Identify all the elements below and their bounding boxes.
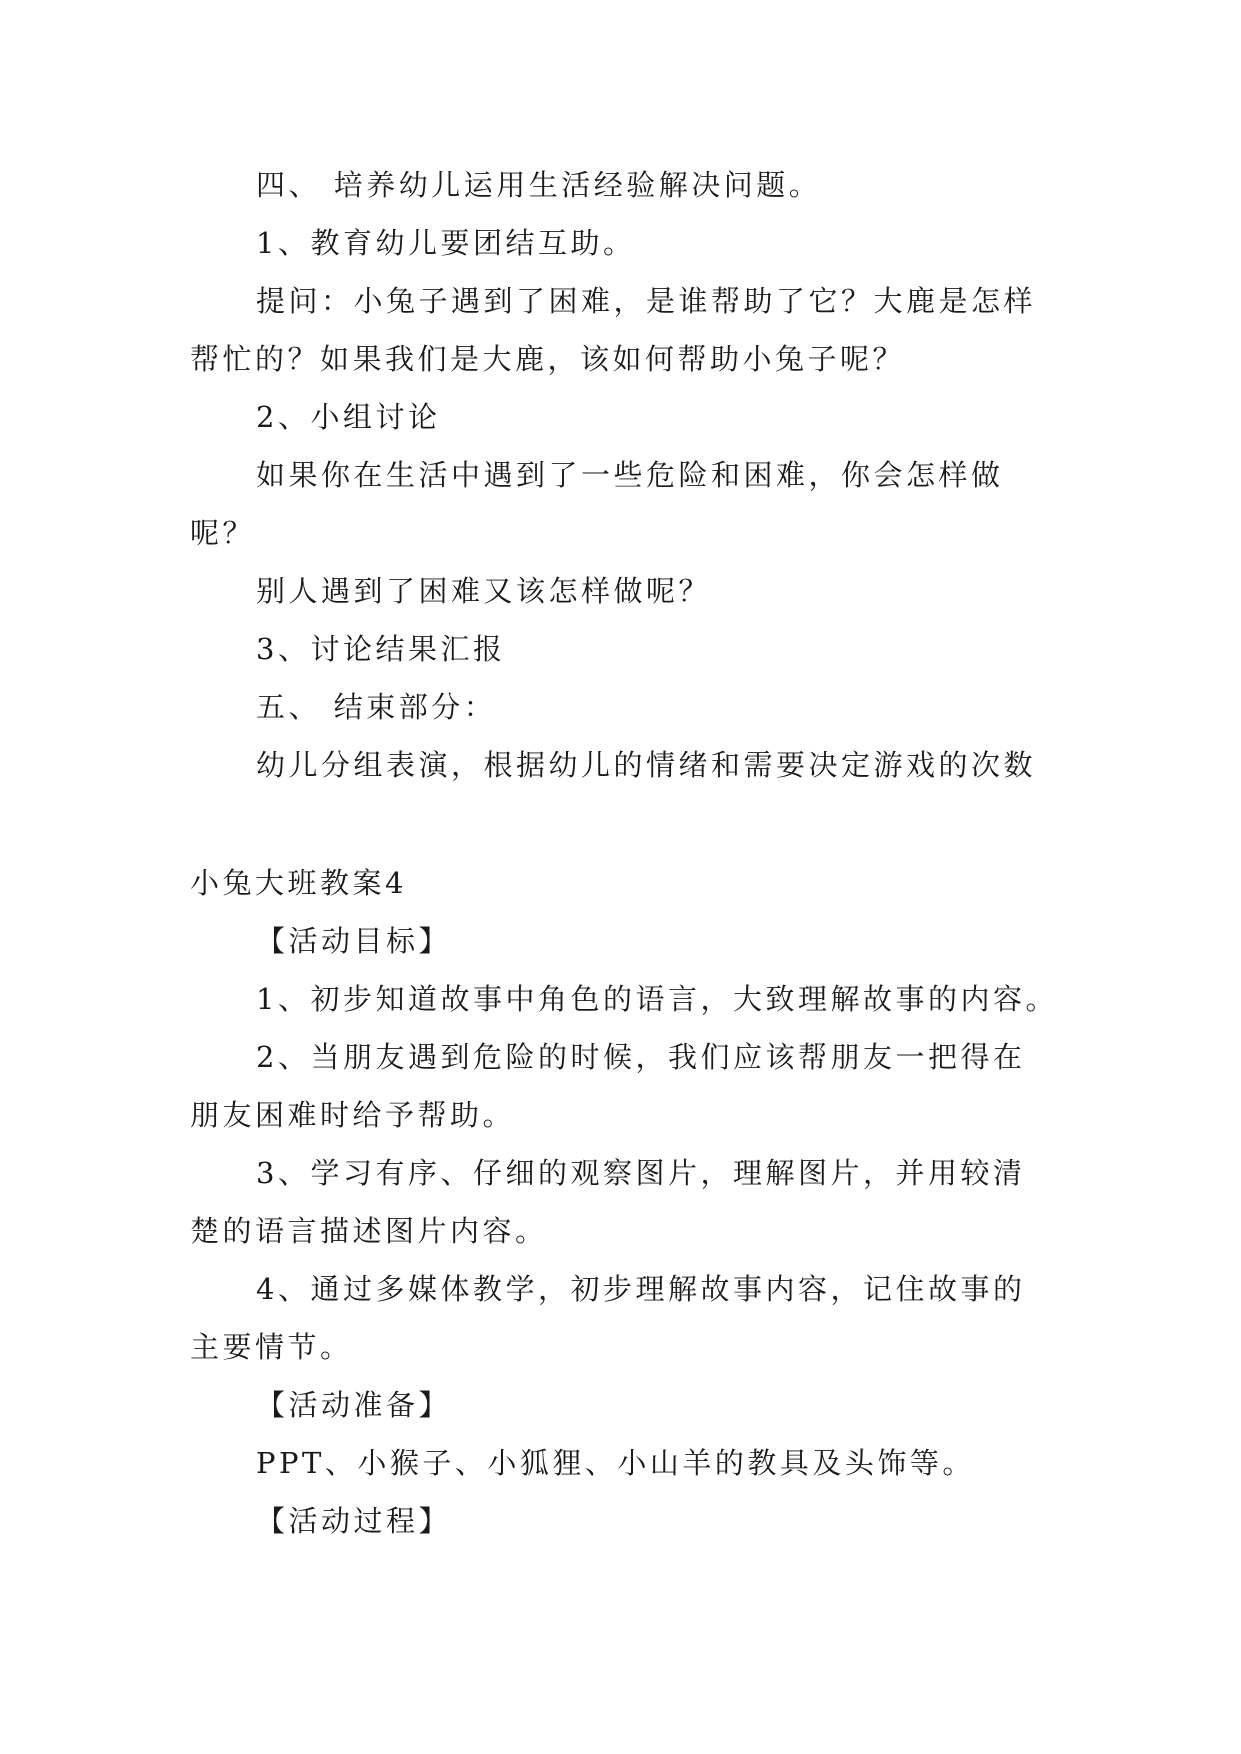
paragraph-line: 主要情节。: [190, 1330, 353, 1364]
lesson-title: 小兔大班教案4: [190, 866, 407, 900]
paragraph-line: 楚的语言描述图片内容。: [190, 1214, 548, 1248]
list-item: 2、当朋友遇到危险的时候，我们应该帮朋友一把得在: [256, 1040, 1026, 1074]
list-item: 3、讨论结果汇报: [256, 632, 506, 666]
paragraph-line: 如果你在生活中遇到了一些危险和困难，你会怎样做: [256, 458, 1004, 492]
paragraph-line: 朋友困难时给予帮助。: [190, 1098, 516, 1132]
list-item: 1、初步知道故事中角色的语言，大致理解故事的内容。: [256, 982, 1058, 1016]
section-heading-process: 【活动过程】: [256, 1504, 452, 1538]
paragraph-line: PPT、小猴子、小狐狸、小山羊的教具及头饰等。: [256, 1446, 975, 1480]
paragraph-line: 提问：小兔子遇到了困难，是谁帮助了它？大鹿是怎样: [256, 284, 1037, 318]
section-heading-objectives: 【活动目标】: [256, 924, 452, 958]
list-item: 2、小组讨论: [256, 400, 441, 434]
list-item: 4、通过多媒体教学，初步理解故事内容，记住故事的: [256, 1272, 1026, 1306]
section-heading-preparation: 【活动准备】: [256, 1388, 452, 1422]
paragraph-line: 幼儿分组表演，根据幼儿的情绪和需要决定游戏的次数: [256, 748, 1037, 782]
section-heading-four: 四、 培养幼儿运用生活经验解决问题。: [256, 168, 822, 202]
list-item: 3、学习有序、仔细的观察图片，理解图片，并用较清: [256, 1156, 1026, 1190]
paragraph-line: 呢？: [190, 516, 256, 550]
paragraph-line: 别人遇到了困难又该怎样做呢？: [256, 574, 712, 608]
section-heading-five: 五、 结束部分：: [256, 690, 497, 724]
list-item: 1、教育幼儿要团结互助。: [256, 226, 636, 260]
paragraph-line: 帮忙的？如果我们是大鹿，该如何帮助小兔子呢？: [190, 342, 906, 376]
